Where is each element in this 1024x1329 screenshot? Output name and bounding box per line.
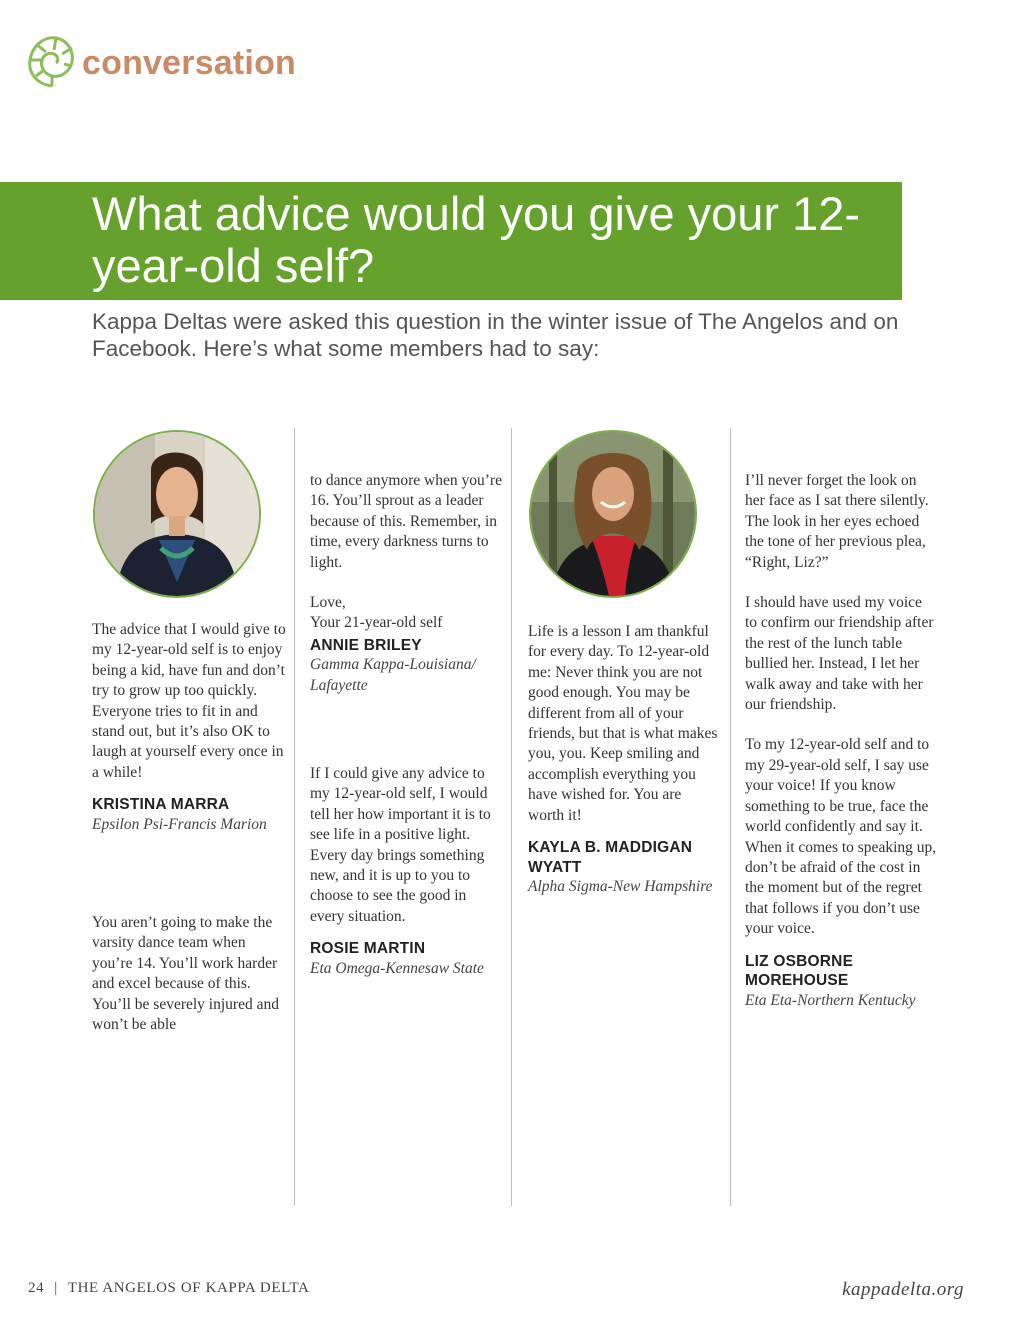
entry-text: To my 12-year-old self and to my 29-year-old self, I say use your voice! If you know something to be true, face the world confidently and say it. When it comes to speaking up, don’t be afraid of the cost in the moment but of the regret that follows if you don’t use your voice. <box>745 736 937 938</box>
section-header <box>26 30 296 90</box>
member-name: ROSIE MARTIN <box>310 940 426 958</box>
member-name: KRISTINA MARRA <box>92 796 230 814</box>
member-chapter: Alpha Sigma-New Hampshire <box>528 878 713 896</box>
entry-closing: Love, <box>310 594 346 612</box>
member-photo-kristina-marra <box>93 430 261 598</box>
entry-text: If I could give any advice to my 12-year-old self, I would tell her how important it is to see life in a positive light. Every day brings something new, and it is up to you to choose to see the good in every situation. <box>310 765 491 925</box>
entry-rosie-martin <box>310 764 496 979</box>
member-name: ANNIE BRILEY <box>310 636 422 654</box>
member-photo-kayla-wyatt <box>529 430 697 598</box>
member-chapter: Epsilon Psi-Francis Marion <box>92 815 267 833</box>
page-number: 24 <box>28 1280 45 1296</box>
entry-text: I should have used my voice to confirm our friendship after the rest of the lunch table bullied her. Instead, I let her walk away and take with her our friendship. <box>745 594 934 714</box>
member-name: KAYLA B. MADDIGAN WYATT <box>528 839 693 876</box>
headline: What advice would you give your 12-year-old self? <box>92 187 861 292</box>
column-divider <box>511 428 512 1206</box>
publication-name: THE ANGELOS OF KAPPA DELTA <box>67 1280 310 1296</box>
column-divider <box>294 428 295 1206</box>
intro-text: Kappa Deltas were asked this question in the winter issue of The Angelos and on Facebook. Here’s what some members had to say: <box>92 309 899 361</box>
entry-text: I’ll never forget the look on her face as I sat there silently. The look in her eyes echoed the tone of her previous plea, “Right, Liz?” <box>745 472 929 571</box>
entry-kayla-wyatt <box>528 622 720 897</box>
member-chapter: Eta Omega-Kennesaw State <box>310 959 484 977</box>
section-label: conversation <box>82 43 297 82</box>
column-divider <box>730 428 731 1206</box>
member-chapter: Gamma Kappa-Louisiana/ Lafayette <box>310 656 476 694</box>
member-name: LIZ OSBORNE MOREHOUSE <box>745 952 854 990</box>
entry-annie-briley-part1 <box>92 913 286 1035</box>
entry-signoff: Your 21-year-old self <box>310 614 443 632</box>
headline-banner <box>0 182 902 300</box>
entry-text: You aren’t going to make the varsity dance team when you’re 14. You’ll work harder and excel because of this. You’ll be severely injured and won’t be able <box>92 914 279 1034</box>
entry-kristina-marra <box>92 620 286 835</box>
website-link[interactable]: kappadelta.org <box>842 1279 964 1300</box>
entry-liz-morehouse <box>745 471 937 1011</box>
entry-text: Life is a lesson I am thankful for every day. To 12-year-old me: Never think you are not good enough. You may be different from all of your friends, but that is what makes you, you. Keep smiling and accomplish everything you have wished for. You are worth it! <box>528 623 718 824</box>
page-footer <box>28 1280 309 1297</box>
entry-text: The advice that I would give to my 12-year-old self is to enjoy being a kid, have fun and don’t try to grow up too quickly. Everyone tries to fit in and stand out, but it’s also OK to laugh at yourself every once in a while! <box>92 621 286 781</box>
footer-divider: | <box>54 1280 58 1296</box>
member-chapter: Eta Eta-Northern Kentucky <box>745 991 916 1009</box>
entry-annie-briley-part2 <box>310 471 502 696</box>
nautilus-shell-icon <box>26 30 78 90</box>
entry-text: to dance anymore when you’re 16. You’ll sprout as a leader because of this. Remember, in time, every darkness turns to light. <box>310 472 502 571</box>
